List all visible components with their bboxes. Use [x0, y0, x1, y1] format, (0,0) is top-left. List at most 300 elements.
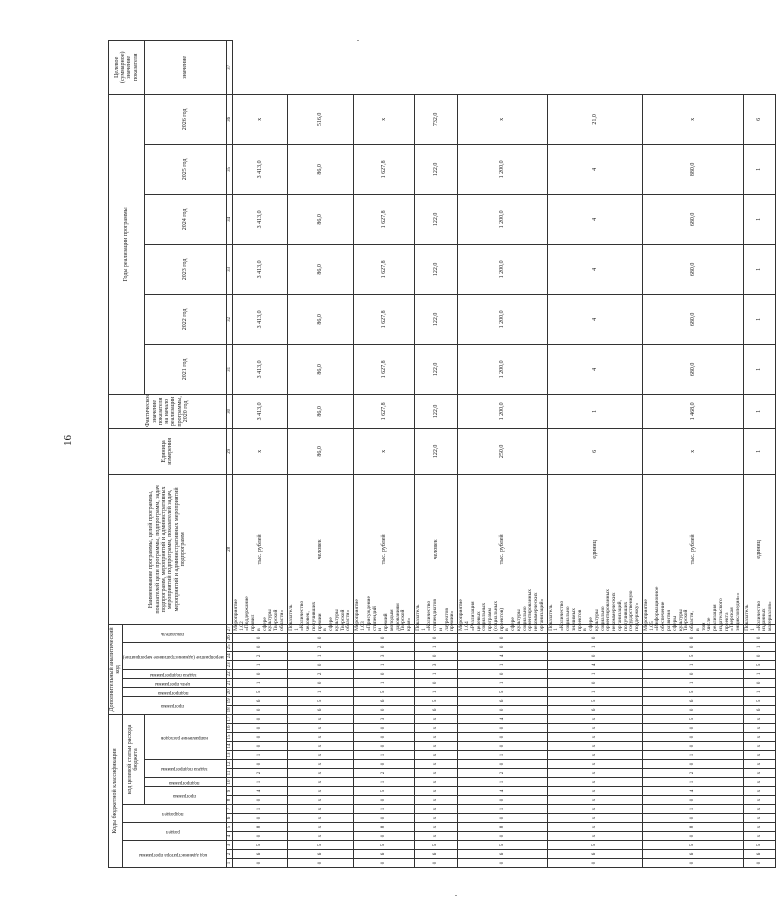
- code-cell: x: [414, 769, 457, 778]
- analytic-indicator-header: показатель: [122, 624, 226, 642]
- year-value-cell: 1 627,8: [354, 144, 415, 194]
- year-2025-header: 2025 год: [144, 144, 226, 194]
- code-cell: 0: [743, 651, 775, 660]
- code-cell: 0: [232, 832, 287, 841]
- code-cell: 1: [354, 751, 415, 760]
- code-cell: 0: [458, 733, 547, 742]
- actual-value-cell: x: [232, 428, 287, 474]
- table-row: [743, 40, 775, 867]
- code-cell: 1: [547, 669, 642, 678]
- column-number: 6: [226, 814, 232, 823]
- code-cell: 0: [642, 705, 743, 714]
- year-value-cell: 1: [743, 344, 775, 394]
- year-2024-header: 2024 год: [144, 194, 226, 244]
- code-cell: x: [743, 733, 775, 742]
- code-cell: 2: [287, 642, 353, 651]
- year-value-cell: 1: [743, 294, 775, 344]
- code-cell: x: [547, 733, 642, 742]
- code-cell: 0: [458, 724, 547, 733]
- table-row: [458, 40, 547, 867]
- code-cell: 1: [743, 687, 775, 696]
- code-cell: 1: [458, 778, 547, 787]
- code-cell: 5: [642, 714, 743, 723]
- row-name: Показатель 1 «Количество человек, получивших премии в сфере культуры Тверской области»: [287, 624, 353, 633]
- year-value-cell: 1: [743, 194, 775, 244]
- code-cell: x: [287, 832, 353, 841]
- code-cell: x: [547, 769, 642, 778]
- target-sub-header: значение: [144, 40, 226, 94]
- column-number: 37: [226, 40, 232, 94]
- code-cell: 0: [287, 633, 353, 642]
- code-cell: 1: [458, 805, 547, 814]
- column-number: 12: [226, 761, 232, 767]
- year-value-cell: 86,0: [287, 394, 353, 428]
- code-cell: 6: [414, 850, 457, 859]
- code-cell: x: [287, 714, 353, 723]
- code-cell: 6: [287, 705, 353, 714]
- code-cell: 1: [232, 778, 287, 787]
- code-cell: x: [743, 724, 775, 733]
- code-cell: 5: [547, 696, 642, 705]
- code-cell: x: [743, 742, 775, 751]
- code-cell: 4: [458, 714, 547, 723]
- year-value-cell: 86,0: [287, 294, 353, 344]
- code-cell: 6: [547, 850, 642, 859]
- code-cell: x: [414, 778, 457, 787]
- code-cell: 4: [642, 787, 743, 796]
- actual-value-cell: 6: [547, 428, 642, 474]
- year-value-cell: 4: [547, 344, 642, 394]
- code-cell: 0: [458, 796, 547, 805]
- code-cell: 5: [354, 841, 415, 850]
- column-number: 32: [226, 294, 232, 344]
- code-cell: 0: [287, 678, 353, 687]
- code-cell: x: [287, 724, 353, 733]
- year-value-cell: 1 627,8: [354, 294, 415, 344]
- code-cell: 0: [354, 814, 415, 823]
- code-cell: 5: [414, 841, 457, 850]
- table-row: [287, 40, 353, 867]
- code-cell: 0: [232, 814, 287, 823]
- target-value-cell: x: [232, 94, 287, 144]
- code-cell: x: [287, 805, 353, 814]
- code-cell: 0: [354, 724, 415, 733]
- column-number: 17: [226, 714, 232, 723]
- year-value-cell: 680,0: [642, 244, 743, 294]
- year-value-cell: 86,0: [287, 194, 353, 244]
- code-cell: 4: [458, 651, 547, 660]
- code-cell: 1: [414, 669, 457, 678]
- year-value-cell: 122,0: [414, 144, 457, 194]
- code-cell: 5: [354, 787, 415, 796]
- unit-header: Единица измерения: [109, 428, 227, 474]
- code-cell: 5: [743, 660, 775, 669]
- actual-value-header: Фактическое значение показателя на начало реализации программы, 2020 год: [109, 394, 227, 428]
- article-subprogram-header: подпрограмма: [144, 778, 226, 787]
- column-number: 1: [226, 859, 232, 868]
- code-cell: x: [414, 823, 457, 832]
- code-cell: 0: [232, 742, 287, 751]
- code-cell: 1: [458, 660, 547, 669]
- year-value-cell: 4: [547, 144, 642, 194]
- code-cell: 5: [743, 841, 775, 850]
- code-cell: 0: [547, 633, 642, 642]
- target-value-cell: x: [354, 94, 415, 144]
- year-value-cell: 880,0: [642, 144, 743, 194]
- code-cell: 8: [232, 823, 287, 832]
- column-number: 8: [226, 796, 232, 805]
- code-cell: 6: [458, 696, 547, 705]
- column-number: 25: [226, 644, 232, 650]
- code-cell: 1: [547, 642, 642, 651]
- column-number: 14: [226, 743, 232, 749]
- code-cell: 1: [354, 805, 415, 814]
- code-cell: 0: [287, 859, 353, 868]
- year-value-cell: 1 627,8: [354, 344, 415, 394]
- code-cell: 5: [287, 696, 353, 705]
- code-cell: 5: [458, 841, 547, 850]
- column-number: 28: [226, 474, 232, 624]
- code-cell: 0: [642, 633, 743, 642]
- code-cell: 0: [354, 705, 415, 714]
- year-value-cell: 3 413,0: [232, 144, 287, 194]
- code-cell: 1: [232, 678, 287, 687]
- code-cell: x: [287, 751, 353, 760]
- column-number: 23: [226, 662, 232, 668]
- year-value-cell: 1 200,0: [458, 344, 547, 394]
- code-cell: 1: [743, 669, 775, 678]
- code-cell: 0: [232, 796, 287, 805]
- page-number: 16: [62, 435, 74, 446]
- actual-value-cell: 250,0: [458, 428, 547, 474]
- table-row: [547, 40, 642, 867]
- column-number: 34: [226, 194, 232, 244]
- year-value-cell: 1: [743, 144, 775, 194]
- year-value-cell: 122,0: [414, 394, 457, 428]
- code-cell: x: [743, 814, 775, 823]
- column-number: 24: [226, 653, 232, 659]
- actual-value-cell: 86,0: [287, 428, 353, 474]
- code-cell: 1: [414, 687, 457, 696]
- table-row: [354, 40, 415, 867]
- row-name: Показатель 1 «Количество изданных материалов»: [743, 624, 775, 633]
- code-cell: x: [547, 760, 642, 769]
- year-value-cell: 122,0: [414, 194, 457, 244]
- code-cell: 0: [458, 742, 547, 751]
- budget-codes-header: Коды бюджетной классификации: [109, 714, 123, 867]
- code-cell: 1: [354, 778, 415, 787]
- code-cell: 0: [458, 669, 547, 678]
- code-cell: 0: [232, 859, 287, 868]
- year-value-cell: 122,0: [414, 294, 457, 344]
- code-cell: x: [414, 796, 457, 805]
- code-cell: x: [414, 751, 457, 760]
- year-value-cell: 86,0: [287, 344, 353, 394]
- code-cell: 1: [743, 642, 775, 651]
- code-cell: x: [414, 787, 457, 796]
- code-cell: 1: [287, 651, 353, 660]
- table-row: [232, 40, 287, 867]
- code-cell: 0: [414, 859, 457, 868]
- table-body: [232, 40, 775, 867]
- column-number: 13: [226, 752, 232, 758]
- code-cell: 1: [287, 687, 353, 696]
- code-cell: 0: [458, 832, 547, 841]
- code-cell: 1: [458, 751, 547, 760]
- target-value-cell: x: [642, 94, 743, 144]
- code-cell: 5: [642, 651, 743, 660]
- code-cell: x: [547, 832, 642, 841]
- code-cell: 1: [354, 660, 415, 669]
- code-cell: x: [414, 724, 457, 733]
- code-cell: x: [547, 823, 642, 832]
- code-cell: 6: [414, 705, 457, 714]
- code-cell: 6: [458, 850, 547, 859]
- code-cell: 0: [354, 859, 415, 868]
- code-cell: 1: [232, 751, 287, 760]
- code-cell: 0: [354, 733, 415, 742]
- column-number: 35: [226, 144, 232, 194]
- code-cell: 4: [547, 660, 642, 669]
- code-cell: 5: [287, 841, 353, 850]
- code-cell: 0: [232, 760, 287, 769]
- code-cell: x: [743, 769, 775, 778]
- year-value-cell: 3 413,0: [232, 244, 287, 294]
- code-cell: 8: [642, 823, 743, 832]
- row-name: Мероприятие 1.02 «Поддержание правил в сфере культуры Тверской области»: [232, 624, 287, 633]
- code-cell: 6: [743, 850, 775, 859]
- column-number: 2: [226, 850, 232, 859]
- year-2022-header: 2022 год: [144, 294, 226, 344]
- code-cell: x: [743, 714, 775, 723]
- column-number: 27: [226, 624, 232, 633]
- target-value-header: Целевое (суммарное) значение показателя: [109, 40, 145, 94]
- code-cell: x: [287, 760, 353, 769]
- column-number: 21: [226, 680, 232, 686]
- code-cell: 1: [547, 687, 642, 696]
- column-number: 16: [226, 725, 232, 731]
- year-value-cell: 1 627,8: [354, 394, 415, 428]
- code-cell: 5: [458, 687, 547, 696]
- section-header: раздел: [122, 823, 226, 841]
- code-cell: 1: [232, 805, 287, 814]
- scan-speck: [455, 895, 457, 896]
- code-cell: 0: [414, 651, 457, 660]
- year-value-cell: 1 200,0: [458, 144, 547, 194]
- code-cell: x: [414, 760, 457, 769]
- analytic-program-goal-header: цель программы: [122, 678, 226, 687]
- code-cell: 0: [642, 832, 743, 841]
- code-cell: 0: [642, 760, 743, 769]
- column-number: 9: [226, 787, 232, 796]
- code-cell: x: [743, 787, 775, 796]
- code-cell: 5: [354, 687, 415, 696]
- code-cell: x: [743, 778, 775, 787]
- code-cell: x: [547, 724, 642, 733]
- column-number: 26: [226, 635, 232, 641]
- code-cell: x: [414, 733, 457, 742]
- year-value-cell: 3 413,0: [232, 294, 287, 344]
- year-2021-header: 2021 год: [144, 344, 226, 394]
- code-cell: 0: [642, 724, 743, 733]
- code-cell: x: [547, 805, 642, 814]
- year-value-cell: 1 200,0: [458, 194, 547, 244]
- code-cell: 0: [354, 796, 415, 805]
- code-cell: 0: [642, 814, 743, 823]
- column-number: 22: [226, 671, 232, 677]
- code-cell: 6: [547, 705, 642, 714]
- code-cell: 0: [232, 724, 287, 733]
- code-cell: x: [287, 742, 353, 751]
- column-number: 7: [226, 805, 232, 814]
- column-number: 18: [226, 707, 232, 713]
- code-cell: 5: [743, 696, 775, 705]
- code-cell: 0: [354, 832, 415, 841]
- column-number: 15: [226, 734, 232, 740]
- row-name: Мероприятие 1.03 «Присуждение стипендий и премий молодым дарованиям Тверской края»: [354, 624, 415, 633]
- code-cell: 1: [642, 751, 743, 760]
- year-value-cell: 122,0: [414, 244, 457, 294]
- year-value-cell: 3 413,0: [232, 394, 287, 428]
- analytic-subprogram-task-header: задача подпрограммы: [122, 669, 226, 678]
- year-value-cell: 4: [547, 244, 642, 294]
- year-value-cell: 3 413,0: [232, 194, 287, 244]
- code-cell: 3: [414, 660, 457, 669]
- code-cell: x: [743, 796, 775, 805]
- table-row: [642, 40, 743, 867]
- code-cell: 0: [354, 642, 415, 651]
- code-cell: 5: [414, 696, 457, 705]
- code-cell: 8: [354, 823, 415, 832]
- code-cell: 4: [232, 787, 287, 796]
- code-cell: 3: [354, 651, 415, 660]
- code-cell: x: [287, 769, 353, 778]
- code-cell: 6: [232, 696, 287, 705]
- code-cell: 0: [642, 859, 743, 868]
- code-cell: 2: [458, 769, 547, 778]
- code-cell: x: [414, 814, 457, 823]
- unit-cell: тыс. рублей: [232, 474, 287, 624]
- code-cell: 6: [354, 850, 415, 859]
- table-row: [414, 40, 457, 867]
- code-cell: 0: [547, 651, 642, 660]
- year-value-cell: 122,0: [414, 344, 457, 394]
- code-cell: 5: [547, 841, 642, 850]
- year-value-cell: 4: [547, 294, 642, 344]
- target-value-cell: 21,0: [547, 94, 642, 144]
- year-value-cell: 86,0: [287, 144, 353, 194]
- column-number: 20: [226, 689, 232, 695]
- column-number: 29: [226, 428, 232, 474]
- code-cell: 2: [232, 769, 287, 778]
- target-article-header: код целевой статьи расхода бюджета: [122, 714, 144, 804]
- column-number: 36: [226, 94, 232, 144]
- analytical-codes-header: Дополнительный аналитический код: [109, 624, 123, 714]
- article-expense-direction-header: направление расходов: [144, 714, 226, 759]
- actual-value-cell: x: [354, 428, 415, 474]
- code-cell: x: [287, 787, 353, 796]
- code-cell: 0: [642, 733, 743, 742]
- program-table-wrapper: [108, 44, 774, 868]
- year-2026-header: 2026 год: [144, 94, 226, 144]
- code-cell: 0: [232, 705, 287, 714]
- code-cell: 0: [458, 760, 547, 769]
- code-cell: 0: [743, 678, 775, 687]
- code-cell: x: [547, 742, 642, 751]
- code-cell: 0: [547, 859, 642, 868]
- year-value-cell: 1 200,0: [458, 394, 547, 428]
- code-cell: x: [743, 805, 775, 814]
- code-cell: x: [547, 751, 642, 760]
- code-cell: x: [414, 832, 457, 841]
- code-cell: 1: [354, 678, 415, 687]
- year-value-cell: 1: [743, 394, 775, 428]
- code-cell: 0: [547, 678, 642, 687]
- code-cell: 1: [642, 778, 743, 787]
- column-number: 11: [226, 769, 232, 778]
- code-cell: 0: [458, 814, 547, 823]
- code-cell: 3: [354, 714, 415, 723]
- year-value-cell: 1 627,8: [354, 244, 415, 294]
- code-cell: 6: [642, 696, 743, 705]
- subsection-header: подраздел: [122, 805, 226, 823]
- code-cell: 1: [458, 678, 547, 687]
- code-cell: 0: [287, 660, 353, 669]
- code-cell: 6: [232, 850, 287, 859]
- analytic-program-header: программа: [122, 696, 226, 714]
- code-cell: 0: [458, 633, 547, 642]
- year-value-cell: 1: [743, 244, 775, 294]
- unit-cell: единиц: [743, 474, 775, 624]
- code-cell: 6: [354, 696, 415, 705]
- code-cell: x: [743, 760, 775, 769]
- code-cell: x: [287, 814, 353, 823]
- unit-cell: человек: [287, 474, 353, 624]
- row-name: Показатель 1 «Количество стипендиатов и лауреатов премии»: [414, 624, 457, 633]
- column-number: 19: [226, 698, 232, 704]
- code-cell: 0: [232, 733, 287, 742]
- admin-code-header: код администратора программы: [122, 841, 226, 868]
- code-cell: 6: [642, 850, 743, 859]
- code-cell: x: [414, 742, 457, 751]
- code-cell: 0: [458, 705, 547, 714]
- article-program-header: программа: [144, 787, 226, 805]
- unit-cell: тыс. рублей: [354, 474, 415, 624]
- actual-value-cell: 1: [743, 428, 775, 474]
- code-cell: 0: [232, 642, 287, 651]
- code-cell: 8: [458, 823, 547, 832]
- year-value-cell: 680,0: [642, 294, 743, 344]
- code-cell: 0: [642, 669, 743, 678]
- row-name: Показатель 1 «Количество социально значимых проектов в сфере культуры социально ориентированных некоммерческих организаций, получивших государственную поддержку»: [547, 624, 642, 633]
- target-value-cell: 516,0: [287, 94, 353, 144]
- row-name: Мероприятие 1.05 «Информационное обеспечение развития сферы культуры Тверской области, в том числе реализация издательского проекта «Тверская энциклопедия»»: [642, 624, 743, 633]
- year-value-cell: 3 413,0: [232, 344, 287, 394]
- column-number: 30: [226, 394, 232, 428]
- code-cell: x: [414, 714, 457, 723]
- code-cell: 0: [743, 859, 775, 868]
- year-value-cell: 86,0: [287, 244, 353, 294]
- unit-cell: тыс. рублей: [458, 474, 547, 624]
- code-cell: 1: [642, 660, 743, 669]
- code-cell: 0: [642, 796, 743, 805]
- code-cell: 0: [458, 859, 547, 868]
- code-cell: 0: [743, 633, 775, 642]
- code-cell: x: [743, 832, 775, 841]
- code-cell: 5: [232, 841, 287, 850]
- column-number: 5: [226, 823, 232, 832]
- years-group-header: Годы реализации программы: [109, 94, 145, 394]
